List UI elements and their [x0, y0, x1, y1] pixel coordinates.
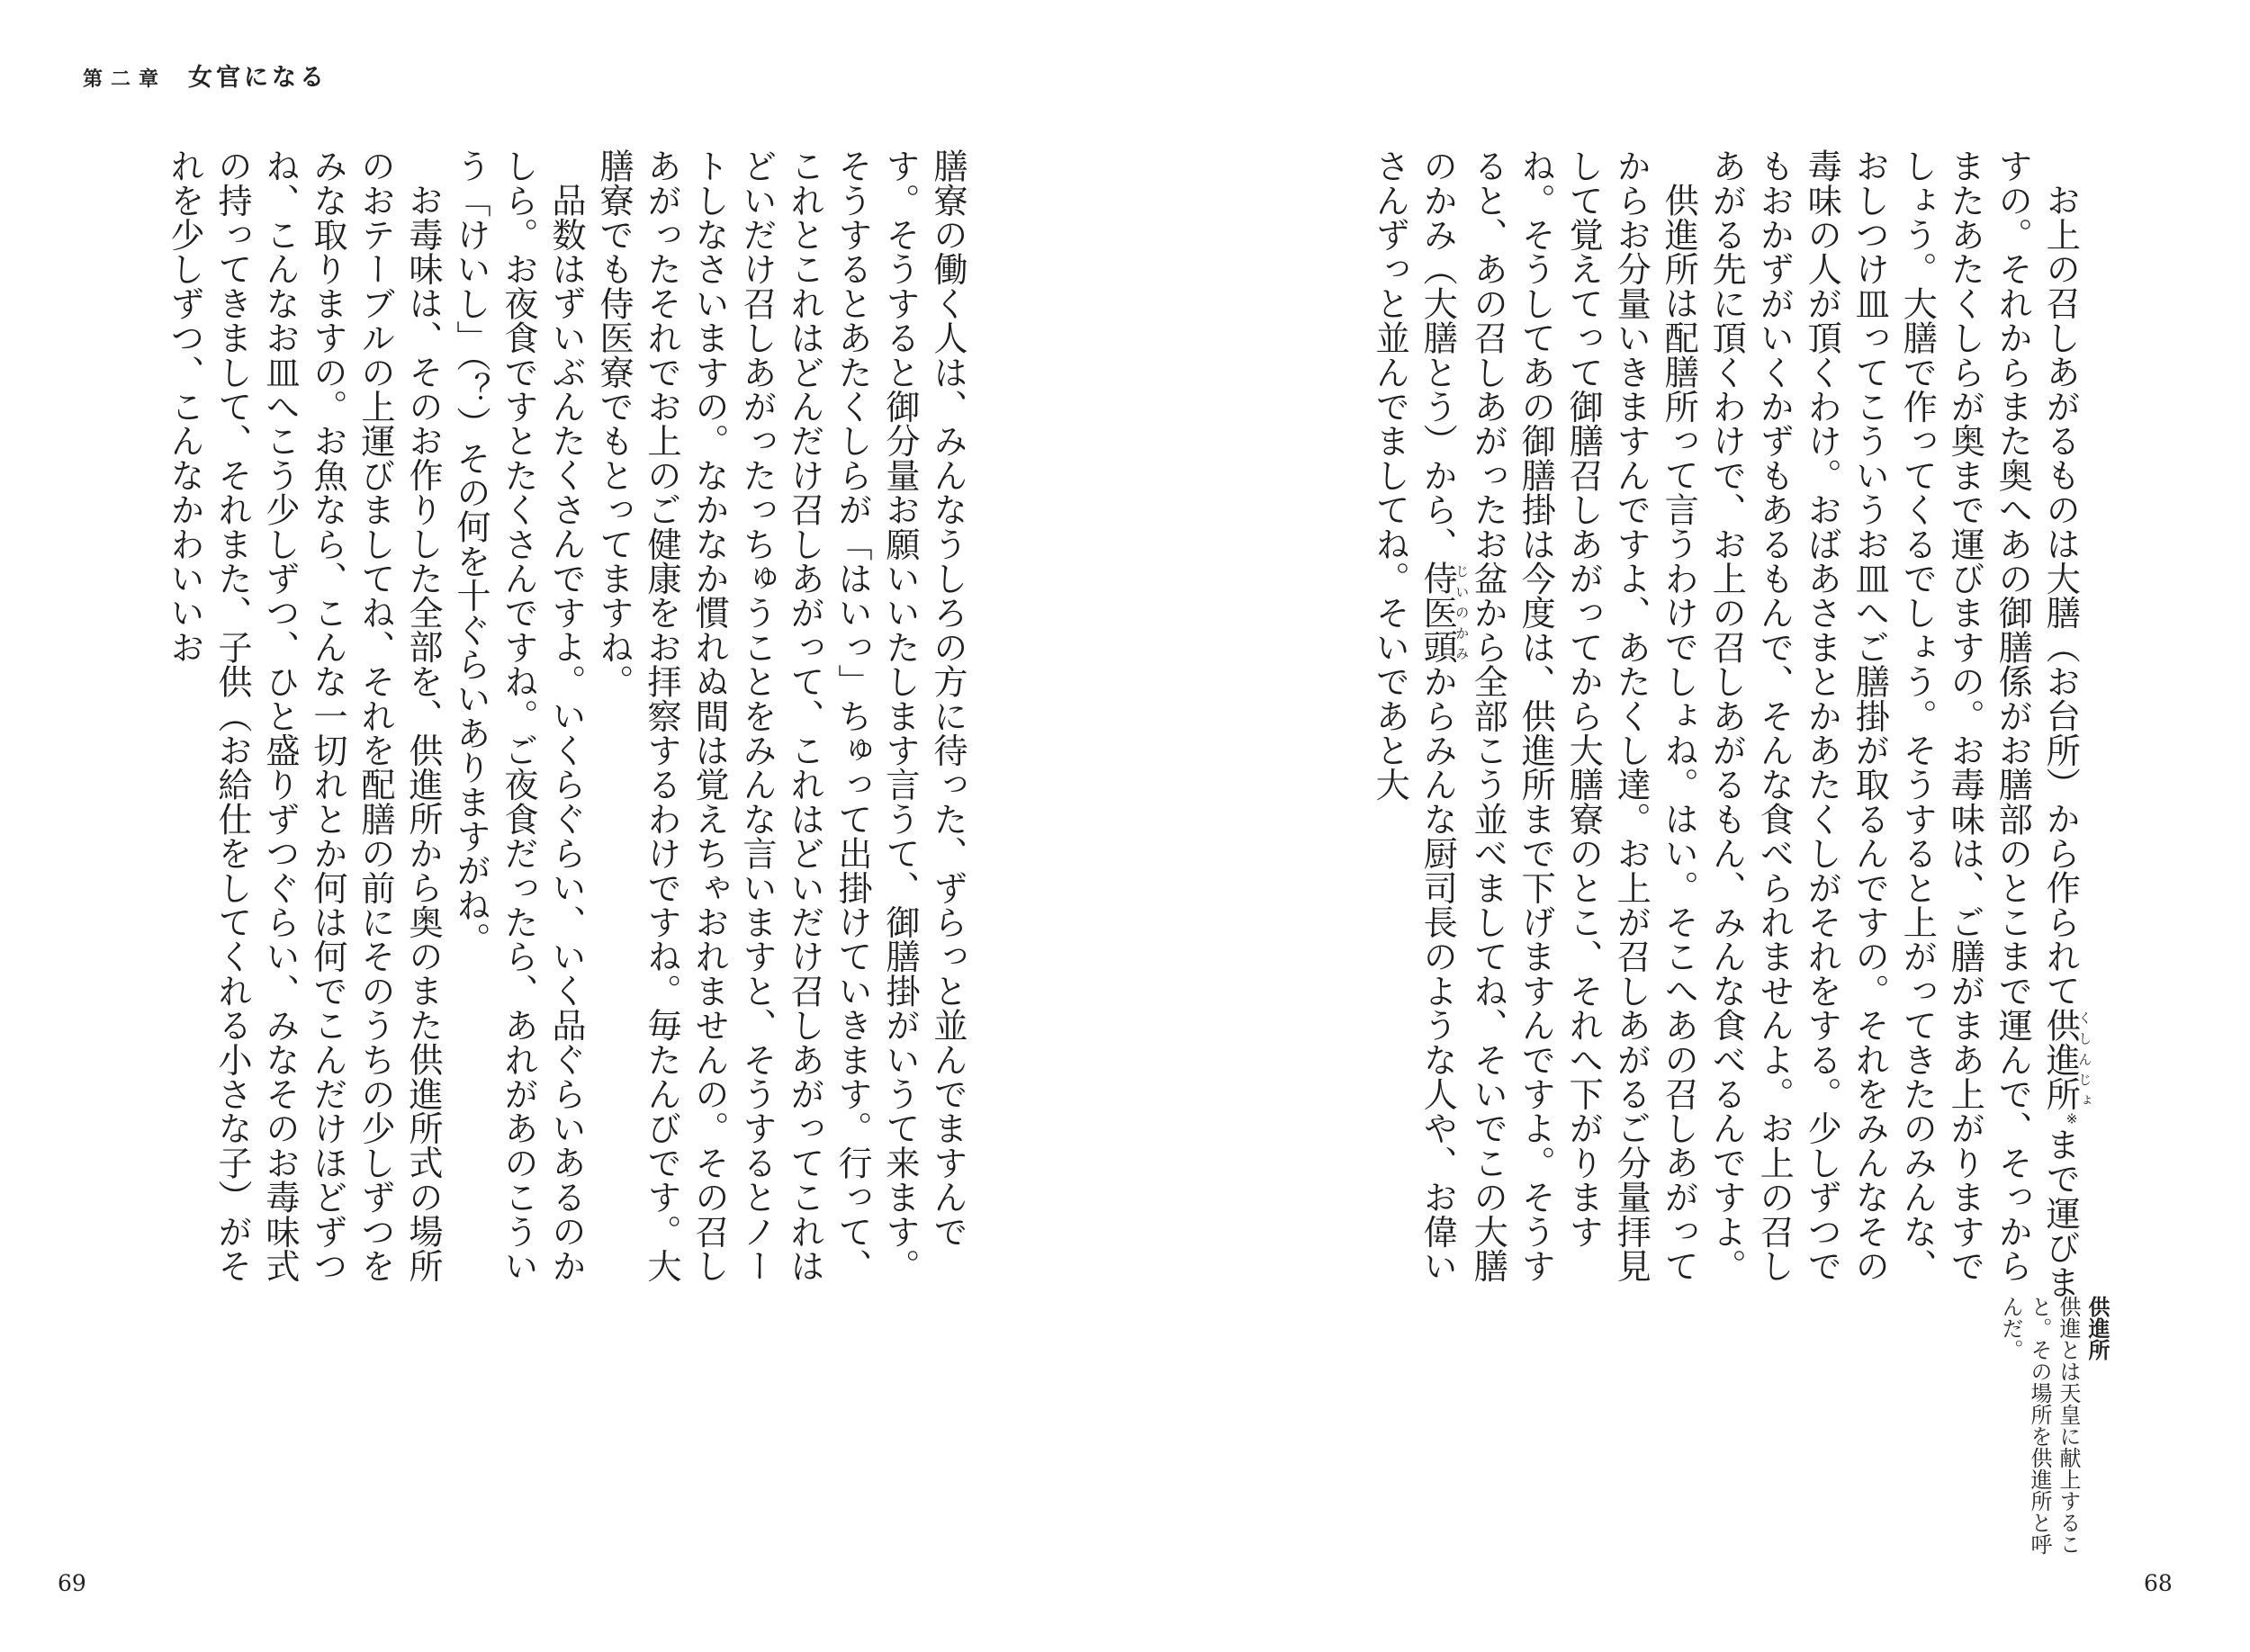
- footnote-term: 供進所: [2084, 1296, 2110, 1360]
- footnote-text: 供進とは天皇に献上すること。その場所を供進所と呼んだ。: [1998, 1296, 2081, 1555]
- page-number-left: 69: [58, 1570, 86, 1596]
- chapter-number: 第二章: [83, 68, 167, 91]
- footnote: [1996, 1296, 2111, 1575]
- left-paragraph-1: 膳寮の働く人は、みんなうしろの方に待った、ずらっと並んでますんです。そうすると御分量お願いいたします言うて、御膳掛がいうて来ます。そうするとあたくしらが「はいっ」ちゅって出掛けていきます。行って、これとこれはどんだけ召しあがって、これはどいだけ召しあがってこれはどいだけ召しあがったっちゅうことをみんな言いますと、そうするとノートしなさいますの。なかなか慣れぬ間は覚えちゃおれませんの。その召しあがったそれでお上のご健康をお拝察するわけですね。毎たんびです。大膳寮でも侍医寮でもとってますね。: [593, 148, 967, 1283]
- note-mark: ※: [2064, 1110, 2080, 1127]
- left-page-body: [106, 148, 970, 1300]
- page-number-right: 68: [2144, 1570, 2173, 1596]
- ruby-jiinokami: 侍医頭じいのかみ: [1417, 561, 1471, 665]
- left-paragraph-3: お毒味は、そのお作りした全部を、供進所から奥のまた供進所式の場所のおテーブルの上運びましてね、それを配膳の前にそのうちの少しずつをみな取りますの。お魚なら、こんな一切れとか何は何でこんだけほどずつね、こんなお皿へこう少しずつ、ひと盛りずつぐらい、みなそのお毒味式の持ってきまして、それまた、子供（お給仕をしてくれる小さな子）がそれを少しずつ、こんなかわいいお: [164, 148, 442, 1283]
- right-paragraph-1: お上の召しあがるものは大膳（お台所）から作られて供進所くしんじょ※まで運びますの。それからまた奥へあの御膳係がお膳部のとこまで運んで、そっからまたあたくしらが奥まで運びますの。お毒味は、ご膳がまあ上がりますでしょう。大膳で作ってくるでしょう。そうすると上がってきたのみんな、おしつけ皿ってこういうお皿へご膳掛が取るんですの。それをみんなその毒味の人が頂くわけ。おばあさまとかあたくしがそれをする。少しずつでもおかずがいくかずもあるもんで、そんな食べられませんよ。お上の召しあがる先に頂くわけで、お上の召しあがるもん、みんな食べるんですよ。: [1706, 148, 2093, 1299]
- ruby-kushinjo: 供進所くしんじょ: [2039, 1008, 2093, 1111]
- left-paragraph-2: 品数はずいぶんたくさんですよ。いくらぐらい、いく品ぐらいあるのかしら。お夜食ですとたくさんですね。ご夜食だったら、あれがあのこういう「けいし」（？）その何を十ぐらいありますがね。: [450, 148, 585, 1283]
- right-paragraph-2: 供進所は配膳所って言うわけでしょね。はい。そこへあの召しあがってからお分量いきますんですよ、あたくし達。お上が召しあがるご分量拝見して覚えてって御膳召しあがってから大膳寮のとこ、それへ下がりますね。そうしてあの御膳掛は今度は、供進所まで下げますんですよ。そうすると、あの召しあがったお盆から全部こう並べましてね、そいでこの大膳のかみ（大膳とう）から、侍医頭じいのかみからみんな厨司長のような人や、お偉いさんずっと並んでましてね。そいであと大: [1369, 148, 1698, 1283]
- chapter-title: 女官になる: [188, 64, 328, 92]
- running-head: [83, 58, 328, 93]
- right-page-body: [1285, 148, 2095, 1300]
